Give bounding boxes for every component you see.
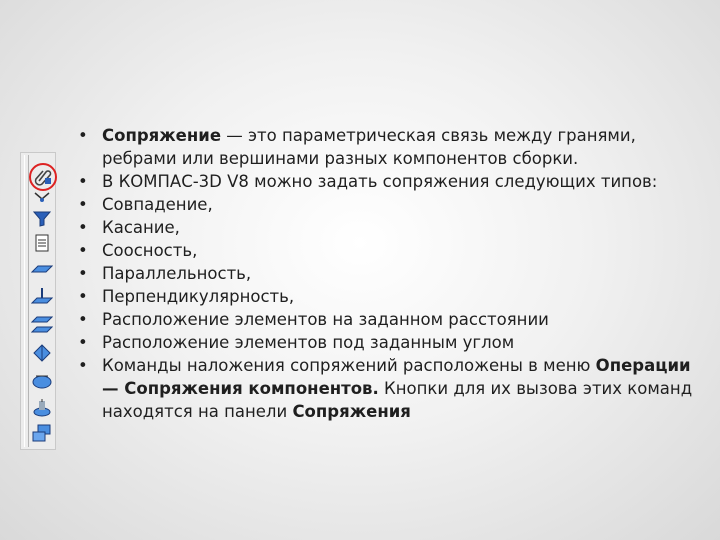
- list-item: [74, 262, 694, 285]
- list-item: [74, 124, 694, 170]
- perpendicular-icon[interactable]: [29, 341, 55, 365]
- item-text: Касание,: [102, 218, 180, 237]
- bullet-icon: •: [78, 218, 88, 237]
- list-item: [74, 308, 694, 331]
- item-text: Кнопки для их вызова этих команд находятся на панели: [102, 379, 693, 421]
- item-text: Соосность,: [102, 241, 198, 260]
- bullet-icon: •: [78, 333, 88, 352]
- coaxial-icon[interactable]: [29, 285, 55, 309]
- item-text: Перпендикулярность,: [102, 287, 295, 306]
- angle-icon[interactable]: [29, 396, 55, 420]
- item-text: Расположение элементов под заданным углом: [102, 333, 515, 352]
- parallel-icon[interactable]: [29, 313, 55, 337]
- document-icon[interactable]: [29, 231, 55, 255]
- panel-name-bold: Сопряжения: [292, 402, 411, 421]
- bullet-icon: •: [78, 356, 88, 375]
- menu-path-bold: Операции — Сопряжения компонентов.: [102, 356, 691, 398]
- list-item: [74, 354, 694, 423]
- tangency-icon[interactable]: [29, 257, 55, 281]
- bullet-icon: •: [78, 287, 88, 306]
- item-text: Параллельность,: [102, 264, 252, 283]
- mates-toolbar: [20, 152, 56, 450]
- list-item: [74, 239, 694, 262]
- assembly-icon[interactable]: [29, 421, 55, 445]
- item-text: — это параметрическая связь между гранями, ребрами или вершинами разных компонентов сборки.: [102, 126, 636, 168]
- funnel-icon[interactable]: [29, 207, 55, 231]
- bullet-list: [74, 124, 694, 423]
- item-text: Совпадение,: [102, 195, 213, 214]
- item-text: Расположение элементов на заданном расстоянии: [102, 310, 549, 329]
- bullet-icon: •: [78, 310, 88, 329]
- bullet-icon: •: [78, 241, 88, 260]
- list-item: [74, 285, 694, 308]
- list-item: [74, 216, 694, 239]
- bullet-icon: •: [78, 264, 88, 283]
- bullet-icon: •: [78, 172, 88, 191]
- slide-text-body: [74, 124, 694, 423]
- bullet-icon: •: [78, 195, 88, 214]
- distance-icon[interactable]: [29, 369, 55, 393]
- term-bold: Сопряжение: [102, 126, 222, 145]
- list-item: [74, 170, 694, 193]
- list-item: [74, 331, 694, 354]
- bullet-icon: •: [78, 126, 88, 145]
- list-item: [74, 193, 694, 216]
- item-text: Команды наложения сопряжений расположены в меню: [102, 356, 596, 375]
- item-text: В КОМПАС-3D V8 можно задать сопряжения следующих типов:: [102, 172, 658, 191]
